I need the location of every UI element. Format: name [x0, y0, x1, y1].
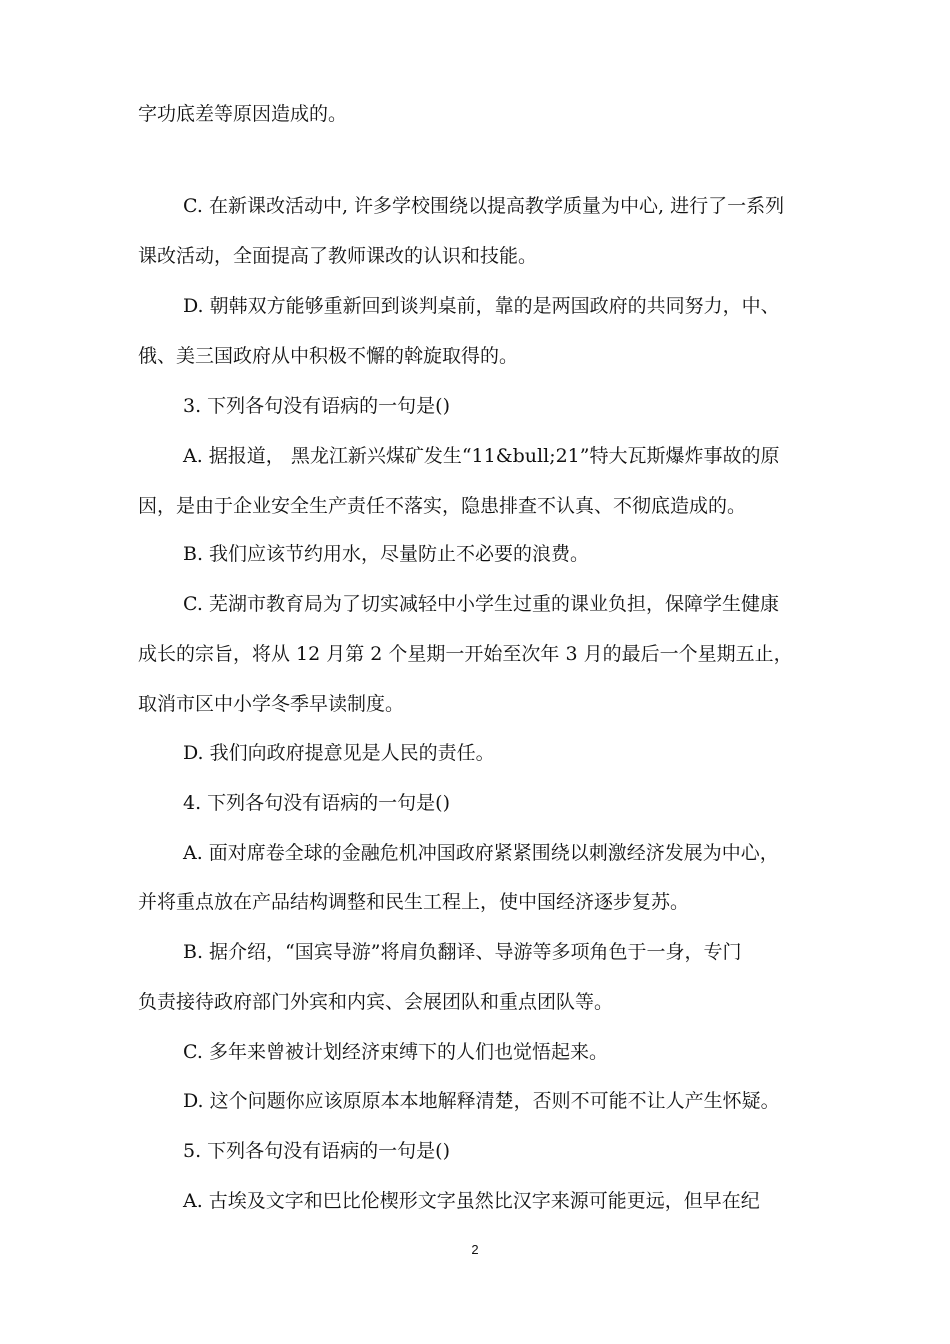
question-heading: 3. 下列各句没有语病的一句是() — [183, 395, 450, 417]
text-line: A. 据报道， 黑龙江新兴煤矿发生“11&bull;21”特大瓦斯爆炸事故的原 — [183, 445, 780, 467]
text-line: 字功底差等原因造成的。 — [138, 103, 348, 125]
text-line: A. 面对席卷全球的金融危机冲国政府紧紧围绕以刺激经济发展为中心， — [183, 842, 779, 864]
text-line: 课改活动，全面提高了教师课改的认识和技能。 — [138, 245, 538, 267]
text-line: C. 多年来曾被计划经济束缚下的人们也觉悟起来。 — [183, 1041, 608, 1063]
text-line: C. 在新课改活动中, 许多学校围绕以提高教学质量为中心, 进行了一系列 — [183, 195, 785, 217]
text-line: 负责接待政府部门外宾和内宾、会展团队和重点团队等。 — [138, 991, 614, 1013]
text-line: C. 芜湖市教育局为了切实减轻中小学生过重的课业负担，保障学生健康 — [183, 593, 779, 615]
text-line: D. 这个问题你应该原原本本地解释清楚，否则不可能不让人产生怀疑。 — [183, 1090, 780, 1112]
question-heading: 5. 下列各句没有语病的一句是() — [183, 1140, 450, 1162]
text-line: D. 我们向政府提意见是人民的责任。 — [183, 742, 495, 764]
text-line: 取消市区中小学冬季早读制度。 — [138, 693, 405, 715]
text-line: D. 朝韩双方能够重新回到谈判桌前，靠的是两国政府的共同努力，中、 — [183, 295, 780, 317]
text-line: 因，是由于企业安全生产责任不落实，隐患排查不认真、不彻底造成的。 — [138, 495, 747, 517]
text-line: 并将重点放在产品结构调整和民生工程上，使中国经济逐步复苏。 — [138, 891, 690, 913]
text-line: B. 据介绍，“国宾导游”将肩负翻译、导游等多项角色于一身，专门 — [183, 941, 742, 963]
question-heading: 4. 下列各句没有语病的一句是() — [183, 792, 450, 814]
text-line: A. 古埃及文字和巴比伦楔形文字虽然比汉字来源可能更远，但早在纪 — [183, 1190, 760, 1212]
text-line: B. 我们应该节约用水，尽量防止不必要的浪费。 — [183, 543, 590, 565]
page-number: 2 — [471, 1242, 479, 1257]
text-line: 成长的宗旨，将从 12 月第 2 个星期一开始至次年 3 月的最后一个星期五止， — [138, 643, 793, 665]
text-line: 俄、美三国政府从中积极不懈的斡旋取得的。 — [138, 345, 519, 367]
